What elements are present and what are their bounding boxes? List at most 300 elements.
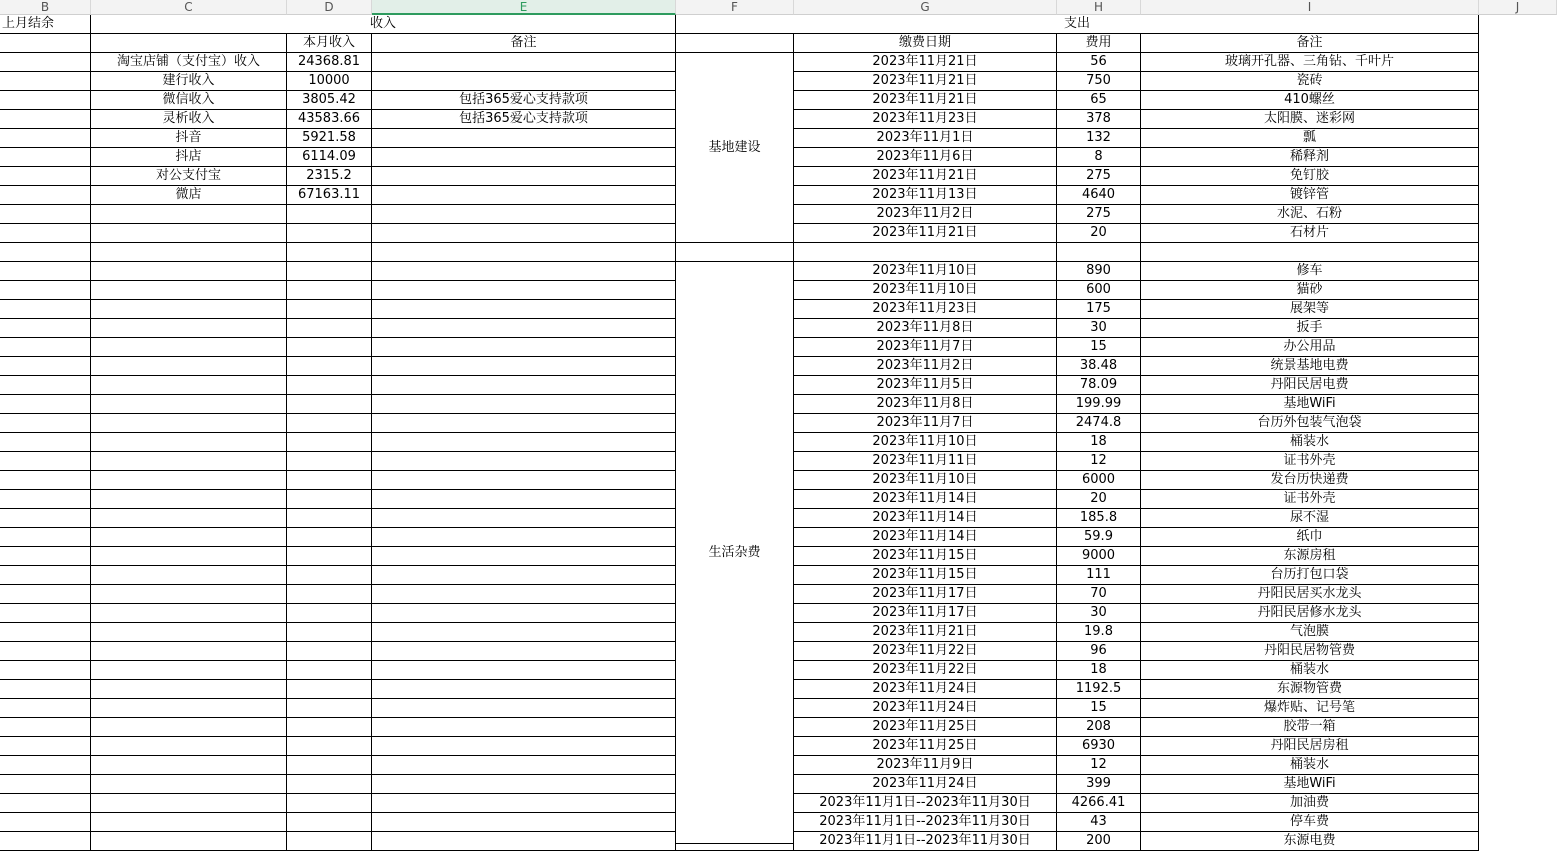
cell-empty[interactable] xyxy=(91,604,287,623)
category-living-expenses[interactable]: 生活杂费 xyxy=(676,262,794,844)
cell-empty[interactable] xyxy=(372,376,676,395)
cell-empty[interactable] xyxy=(0,338,91,357)
expense-note-cell[interactable]: 丹阳民居电费 xyxy=(1141,376,1479,395)
expense-fee-cell[interactable]: 18 xyxy=(1057,661,1141,680)
cell-empty[interactable] xyxy=(0,661,91,680)
cell-empty[interactable] xyxy=(372,395,676,414)
cell-empty[interactable] xyxy=(287,642,372,661)
cell-empty[interactable] xyxy=(287,775,372,794)
expense-date-cell[interactable]: 2023年11月25日 xyxy=(794,718,1057,737)
cell-empty[interactable] xyxy=(287,623,372,642)
expense-note-cell[interactable]: 石材片 xyxy=(1141,224,1479,243)
expense-date-cell[interactable]: 2023年11月5日 xyxy=(794,376,1057,395)
cell-empty[interactable] xyxy=(372,243,676,262)
expense-date-cell[interactable]: 2023年11月24日 xyxy=(794,775,1057,794)
cell-empty[interactable] xyxy=(91,794,287,813)
expense-date-cell[interactable]: 2023年11月14日 xyxy=(794,490,1057,509)
cell-empty[interactable] xyxy=(91,623,287,642)
expense-date-cell[interactable]: 2023年11月10日 xyxy=(794,433,1057,452)
cell-empty[interactable] xyxy=(0,148,91,167)
expense-fee-cell[interactable]: 18 xyxy=(1057,433,1141,452)
column-header-b[interactable]: B xyxy=(0,0,91,15)
expense-note-cell[interactable]: 丹阳民居房租 xyxy=(1141,737,1479,756)
cell-empty[interactable] xyxy=(372,509,676,528)
cell-empty[interactable] xyxy=(91,452,287,471)
expense-date-cell[interactable]: 2023年11月10日 xyxy=(794,262,1057,281)
cell-empty[interactable] xyxy=(91,205,287,224)
cell-empty[interactable] xyxy=(0,642,91,661)
income-source-cell[interactable]: 抖店 xyxy=(91,148,287,167)
cell-empty[interactable] xyxy=(0,718,91,737)
cell-empty[interactable] xyxy=(372,300,676,319)
expense-date-cell[interactable]: 2023年11月8日 xyxy=(794,395,1057,414)
expense-fee-cell[interactable]: 15 xyxy=(1057,338,1141,357)
income-note-cell[interactable]: 包括365爱心支持款项 xyxy=(372,110,676,129)
expense-fee-cell[interactable]: 15 xyxy=(1057,699,1141,718)
cell-empty[interactable] xyxy=(0,547,91,566)
expense-fee-cell[interactable]: 6000 xyxy=(1057,471,1141,490)
cell-empty[interactable] xyxy=(0,300,91,319)
cell-empty[interactable] xyxy=(372,490,676,509)
expense-note-cell[interactable]: 玻璃开孔器、三角钻、千叶片 xyxy=(1141,53,1479,72)
income-source-cell[interactable]: 抖音 xyxy=(91,129,287,148)
expense-fee-cell[interactable]: 199.99 xyxy=(1057,395,1141,414)
expense-date-cell[interactable]: 2023年11月21日 xyxy=(794,623,1057,642)
cell-empty[interactable] xyxy=(372,623,676,642)
cell-empty[interactable] xyxy=(287,756,372,775)
cell-empty[interactable] xyxy=(0,243,91,262)
cell-empty[interactable] xyxy=(372,718,676,737)
column-header-f[interactable]: F xyxy=(676,0,794,15)
cell-empty[interactable] xyxy=(0,376,91,395)
expense-fee-cell[interactable]: 59.9 xyxy=(1057,528,1141,547)
cell-empty[interactable] xyxy=(372,756,676,775)
expense-fee-cell[interactable]: 20 xyxy=(1057,490,1141,509)
expense-fee-cell[interactable]: 70 xyxy=(1057,585,1141,604)
expense-fee-cell[interactable]: 12 xyxy=(1057,756,1141,775)
expense-date-cell[interactable]: 2023年11月17日 xyxy=(794,604,1057,623)
cell-empty[interactable] xyxy=(676,34,794,53)
expense-note-cell[interactable]: 410螺丝 xyxy=(1141,91,1479,110)
cell-empty[interactable] xyxy=(287,794,372,813)
expense-fee-cell[interactable]: 132 xyxy=(1057,129,1141,148)
income-note-cell[interactable] xyxy=(372,167,676,186)
cell-empty[interactable] xyxy=(0,167,91,186)
cell-empty[interactable] xyxy=(91,319,287,338)
cell-empty[interactable] xyxy=(0,281,91,300)
cell-empty[interactable] xyxy=(0,357,91,376)
cell-empty[interactable] xyxy=(287,224,372,243)
expense-date-cell[interactable]: 2023年11月7日 xyxy=(794,414,1057,433)
expense-note-cell[interactable]: 瓢 xyxy=(1141,129,1479,148)
expense-note-cell[interactable]: 爆炸贴、记号笔 xyxy=(1141,699,1479,718)
cell-empty[interactable] xyxy=(0,794,91,813)
cell-empty[interactable] xyxy=(287,281,372,300)
expense-date-cell[interactable]: 2023年11月15日 xyxy=(794,547,1057,566)
expense-fee-cell[interactable]: 12 xyxy=(1057,452,1141,471)
cell-empty[interactable] xyxy=(0,205,91,224)
expense-note-cell[interactable]: 扳手 xyxy=(1141,319,1479,338)
cell-empty[interactable] xyxy=(0,129,91,148)
income-note-cell[interactable] xyxy=(372,186,676,205)
cell-empty[interactable] xyxy=(287,490,372,509)
category-base-construction[interactable]: 基地建设 xyxy=(676,53,794,243)
income-amount-cell[interactable]: 24368.81 xyxy=(287,53,372,72)
cell-empty[interactable] xyxy=(0,756,91,775)
column-header-e[interactable]: E xyxy=(372,0,676,15)
expense-note-cell[interactable]: 丹阳民居买水龙头 xyxy=(1141,585,1479,604)
expense-fee-cell[interactable]: 8 xyxy=(1057,148,1141,167)
expense-fee-cell[interactable]: 2474.8 xyxy=(1057,414,1141,433)
cell-empty[interactable] xyxy=(0,623,91,642)
expense-fee-cell[interactable]: 275 xyxy=(1057,167,1141,186)
expense-note-cell[interactable]: 基地WiFi xyxy=(1141,775,1479,794)
expense-fee-cell[interactable]: 890 xyxy=(1057,262,1141,281)
cell-empty[interactable] xyxy=(372,832,676,851)
expense-date-cell[interactable]: 2023年11月8日 xyxy=(794,319,1057,338)
expense-fee-cell[interactable]: 78.09 xyxy=(1057,376,1141,395)
expense-note-cell[interactable]: 修车 xyxy=(1141,262,1479,281)
expense-note-cell[interactable]: 镀锌管 xyxy=(1141,186,1479,205)
expense-note-cell[interactable]: 免钉胶 xyxy=(1141,167,1479,186)
expense-fee-cell[interactable]: 208 xyxy=(1057,718,1141,737)
expense-fee-cell[interactable]: 200 xyxy=(1057,832,1141,851)
cell-empty[interactable] xyxy=(287,243,372,262)
income-source-cell[interactable]: 淘宝店铺（支付宝）收入 xyxy=(91,53,287,72)
income-note-cell[interactable] xyxy=(372,72,676,91)
cell-empty[interactable] xyxy=(372,319,676,338)
income-source-cell[interactable]: 对公支付宝 xyxy=(91,167,287,186)
cell-empty[interactable] xyxy=(287,699,372,718)
cell-empty[interactable] xyxy=(372,224,676,243)
cell-empty[interactable] xyxy=(0,72,91,91)
expense-fee-cell[interactable]: 56 xyxy=(1057,53,1141,72)
expense-date-cell[interactable]: 2023年11月6日 xyxy=(794,148,1057,167)
expense-fee-cell[interactable]: 4640 xyxy=(1057,186,1141,205)
expense-fee-cell[interactable]: 30 xyxy=(1057,319,1141,338)
expense-note-cell[interactable]: 办公用品 xyxy=(1141,338,1479,357)
cell-empty[interactable] xyxy=(372,604,676,623)
cell-empty[interactable] xyxy=(372,642,676,661)
expense-date-cell[interactable]: 2023年11月1日--2023年11月30日 xyxy=(794,794,1057,813)
cell-empty[interactable] xyxy=(372,547,676,566)
cell-empty[interactable] xyxy=(91,262,287,281)
expense-note-cell[interactable]: 桶装水 xyxy=(1141,661,1479,680)
cell-empty[interactable] xyxy=(287,471,372,490)
column-header-h[interactable]: H xyxy=(1057,0,1141,15)
expense-date-cell[interactable]: 2023年11月2日 xyxy=(794,357,1057,376)
cell-empty[interactable] xyxy=(0,433,91,452)
cell-empty[interactable] xyxy=(287,661,372,680)
expense-date-cell[interactable]: 2023年11月21日 xyxy=(794,91,1057,110)
expense-note-cell[interactable]: 东源物管费 xyxy=(1141,680,1479,699)
income-amount-cell[interactable]: 2315.2 xyxy=(287,167,372,186)
cell-empty[interactable] xyxy=(91,490,287,509)
expense-fee-cell[interactable]: 275 xyxy=(1057,205,1141,224)
cell-empty[interactable] xyxy=(91,34,287,53)
cell-empty[interactable] xyxy=(0,490,91,509)
cell-empty[interactable] xyxy=(91,718,287,737)
expense-note-cell[interactable]: 基地WiFi xyxy=(1141,395,1479,414)
income-source-cell[interactable]: 建行收入 xyxy=(91,72,287,91)
cell-empty[interactable] xyxy=(91,680,287,699)
expense-note-cell[interactable]: 桶装水 xyxy=(1141,433,1479,452)
cell-empty[interactable] xyxy=(287,357,372,376)
expense-date-cell[interactable]: 2023年11月23日 xyxy=(794,300,1057,319)
income-title[interactable]: 收入 xyxy=(91,15,676,34)
expense-note-cell[interactable]: 稀释剂 xyxy=(1141,148,1479,167)
cell-empty[interactable] xyxy=(287,433,372,452)
expense-date-cell[interactable]: 2023年11月23日 xyxy=(794,110,1057,129)
expense-note-cell[interactable]: 太阳膜、迷彩网 xyxy=(1141,110,1479,129)
column-header-g[interactable]: G xyxy=(794,0,1057,15)
income-note-cell[interactable]: 包括365爱心支持款项 xyxy=(372,91,676,110)
expense-note-cell[interactable]: 瓷砖 xyxy=(1141,72,1479,91)
income-amount-cell[interactable]: 5921.58 xyxy=(287,129,372,148)
cell-empty[interactable] xyxy=(91,357,287,376)
cell-empty[interactable] xyxy=(287,300,372,319)
income-amount-header[interactable]: 本月收入 xyxy=(287,34,372,53)
cell-empty[interactable] xyxy=(91,547,287,566)
expense-date-cell[interactable]: 2023年11月25日 xyxy=(794,737,1057,756)
expense-date-cell[interactable]: 2023年11月21日 xyxy=(794,72,1057,91)
expense-note-cell[interactable]: 桶装水 xyxy=(1141,756,1479,775)
cell-empty[interactable] xyxy=(287,376,372,395)
cell-empty[interactable] xyxy=(0,319,91,338)
cell-empty[interactable] xyxy=(0,395,91,414)
expense-date-cell[interactable]: 2023年11月17日 xyxy=(794,585,1057,604)
cell-empty[interactable] xyxy=(0,262,91,281)
cell-empty[interactable] xyxy=(287,566,372,585)
cell-empty[interactable] xyxy=(0,813,91,832)
cell-empty[interactable] xyxy=(372,680,676,699)
expense-note-header[interactable]: 备注 xyxy=(1141,34,1479,53)
cell-empty[interactable] xyxy=(287,680,372,699)
expense-fee-cell[interactable]: 378 xyxy=(1057,110,1141,129)
cell-empty[interactable] xyxy=(91,661,287,680)
expense-fee-cell[interactable]: 43 xyxy=(1057,813,1141,832)
expense-fee-cell[interactable]: 1192.5 xyxy=(1057,680,1141,699)
expense-fee-cell[interactable]: 399 xyxy=(1057,775,1141,794)
cell-empty[interactable] xyxy=(91,509,287,528)
cell-empty[interactable] xyxy=(91,300,287,319)
expense-note-cell[interactable]: 丹阳民居修水龙头 xyxy=(1141,604,1479,623)
cell-empty[interactable] xyxy=(91,224,287,243)
expense-note-cell[interactable]: 水泥、石粉 xyxy=(1141,205,1479,224)
expense-date-cell[interactable]: 2023年11月2日 xyxy=(794,205,1057,224)
income-note-cell[interactable] xyxy=(372,53,676,72)
column-header-j[interactable]: J xyxy=(1479,0,1557,15)
cell-empty[interactable] xyxy=(372,794,676,813)
income-amount-cell[interactable]: 6114.09 xyxy=(287,148,372,167)
cell-empty[interactable] xyxy=(287,604,372,623)
expense-fee-cell[interactable]: 9000 xyxy=(1057,547,1141,566)
cell-empty[interactable] xyxy=(0,566,91,585)
expense-date-cell[interactable]: 2023年11月9日 xyxy=(794,756,1057,775)
cell-empty[interactable] xyxy=(0,528,91,547)
income-note-header[interactable]: 备注 xyxy=(372,34,676,53)
expense-date-cell[interactable]: 2023年11月22日 xyxy=(794,661,1057,680)
expense-note-cell[interactable]: 展架等 xyxy=(1141,300,1479,319)
cell-empty[interactable] xyxy=(287,547,372,566)
cell-empty[interactable] xyxy=(372,813,676,832)
cell-empty[interactable] xyxy=(0,471,91,490)
cell-empty[interactable] xyxy=(0,34,91,53)
cell-empty[interactable] xyxy=(372,414,676,433)
expense-note-cell[interactable]: 纸巾 xyxy=(1141,528,1479,547)
expense-fee-cell[interactable]: 750 xyxy=(1057,72,1141,91)
cell-empty[interactable] xyxy=(91,338,287,357)
expense-fee-cell[interactable]: 185.8 xyxy=(1057,509,1141,528)
cell-empty[interactable] xyxy=(91,566,287,585)
expense-fee-cell[interactable]: 96 xyxy=(1057,642,1141,661)
cell-empty[interactable] xyxy=(372,775,676,794)
expense-fee-cell[interactable]: 175 xyxy=(1057,300,1141,319)
expense-date-cell[interactable]: 2023年11月1日--2023年11月30日 xyxy=(794,813,1057,832)
expense-fee-cell[interactable]: 65 xyxy=(1057,91,1141,110)
cell-empty[interactable] xyxy=(91,832,287,851)
cell-empty[interactable] xyxy=(91,376,287,395)
cell-empty[interactable] xyxy=(91,471,287,490)
expense-note-cell[interactable]: 发台历快递费 xyxy=(1141,471,1479,490)
income-amount-cell[interactable]: 67163.11 xyxy=(287,186,372,205)
expense-note-cell[interactable]: 加油费 xyxy=(1141,794,1479,813)
cell-empty[interactable] xyxy=(0,110,91,129)
cell-empty[interactable] xyxy=(287,319,372,338)
income-source-cell[interactable]: 灵析收入 xyxy=(91,110,287,129)
expense-date-cell[interactable]: 2023年11月13日 xyxy=(794,186,1057,205)
expense-note-cell[interactable]: 台历外包装气泡袋 xyxy=(1141,414,1479,433)
expense-fee-cell[interactable]: 30 xyxy=(1057,604,1141,623)
cell-empty[interactable] xyxy=(0,680,91,699)
cell-empty[interactable] xyxy=(372,566,676,585)
expense-date-cell[interactable]: 2023年11月14日 xyxy=(794,509,1057,528)
cell-empty[interactable] xyxy=(0,737,91,756)
cell-empty[interactable] xyxy=(287,452,372,471)
cell-empty[interactable] xyxy=(91,737,287,756)
expense-note-cell[interactable]: 丹阳民居物管费 xyxy=(1141,642,1479,661)
cell-empty[interactable] xyxy=(0,91,91,110)
cell-empty[interactable] xyxy=(287,737,372,756)
income-source-cell[interactable]: 微信收入 xyxy=(91,91,287,110)
cell-empty[interactable] xyxy=(0,775,91,794)
cell-empty[interactable] xyxy=(372,452,676,471)
cell-empty[interactable] xyxy=(287,262,372,281)
expense-date-cell[interactable]: 2023年11月15日 xyxy=(794,566,1057,585)
income-amount-cell[interactable]: 3805.42 xyxy=(287,91,372,110)
cell-empty[interactable] xyxy=(372,528,676,547)
income-amount-cell[interactable]: 43583.66 xyxy=(287,110,372,129)
cell-empty[interactable] xyxy=(372,471,676,490)
expense-fee-cell[interactable]: 111 xyxy=(1057,566,1141,585)
cell-empty[interactable] xyxy=(91,281,287,300)
cell-empty[interactable] xyxy=(91,585,287,604)
column-header-c[interactable]: C xyxy=(91,0,287,15)
cell-empty[interactable] xyxy=(287,528,372,547)
expense-note-cell[interactable]: 东源电费 xyxy=(1141,832,1479,851)
expense-fee-header[interactable]: 费用 xyxy=(1057,34,1141,53)
cell-empty[interactable] xyxy=(0,186,91,205)
cell-empty[interactable] xyxy=(91,395,287,414)
expense-date-cell[interactable]: 2023年11月7日 xyxy=(794,338,1057,357)
cell-empty[interactable] xyxy=(372,699,676,718)
cell-empty[interactable] xyxy=(91,756,287,775)
expense-date-cell[interactable]: 2023年11月21日 xyxy=(794,53,1057,72)
cell-last-month-balance[interactable]: 上月结余 xyxy=(0,15,91,34)
column-header-d[interactable]: D xyxy=(287,0,372,15)
expense-note-cell[interactable]: 气泡膜 xyxy=(1141,623,1479,642)
expense-fee-cell[interactable]: 20 xyxy=(1057,224,1141,243)
cell-empty[interactable] xyxy=(0,224,91,243)
expense-fee-cell[interactable]: 19.8 xyxy=(1057,623,1141,642)
cell-empty[interactable] xyxy=(287,813,372,832)
cell-empty[interactable] xyxy=(372,585,676,604)
expense-note-cell[interactable]: 尿不湿 xyxy=(1141,509,1479,528)
expense-date-cell[interactable]: 2023年11月1日--2023年11月30日 xyxy=(794,832,1057,851)
cell-empty[interactable] xyxy=(287,832,372,851)
cell-empty[interactable] xyxy=(372,661,676,680)
cell-empty[interactable] xyxy=(0,509,91,528)
expense-date-cell[interactable]: 2023年11月10日 xyxy=(794,281,1057,300)
income-note-cell[interactable] xyxy=(372,129,676,148)
cell-empty[interactable] xyxy=(91,699,287,718)
cell-empty[interactable] xyxy=(91,433,287,452)
income-source-cell[interactable]: 微店 xyxy=(91,186,287,205)
expense-date-cell[interactable]: 2023年11月14日 xyxy=(794,528,1057,547)
cell-empty[interactable] xyxy=(91,528,287,547)
expense-date-header[interactable]: 缴费日期 xyxy=(794,34,1057,53)
cell-empty[interactable] xyxy=(287,414,372,433)
expense-date-cell[interactable]: 2023年11月24日 xyxy=(794,680,1057,699)
cell-empty[interactable] xyxy=(91,642,287,661)
expense-title[interactable]: 支出 xyxy=(676,15,1479,34)
cell-empty[interactable] xyxy=(372,205,676,224)
cell-empty[interactable] xyxy=(287,585,372,604)
expense-fee-cell[interactable]: 4266.41 xyxy=(1057,794,1141,813)
income-note-cell[interactable] xyxy=(372,148,676,167)
cell-empty[interactable] xyxy=(0,604,91,623)
cell-empty[interactable] xyxy=(372,262,676,281)
income-amount-cell[interactable]: 10000 xyxy=(287,72,372,91)
expense-fee-cell[interactable]: 6930 xyxy=(1057,737,1141,756)
cell-empty[interactable] xyxy=(287,338,372,357)
expense-note-cell[interactable]: 停车费 xyxy=(1141,813,1479,832)
expense-note-cell[interactable]: 证书外壳 xyxy=(1141,452,1479,471)
cell-empty[interactable] xyxy=(287,395,372,414)
column-header-i[interactable]: I xyxy=(1141,0,1479,15)
cell-empty[interactable] xyxy=(91,243,287,262)
cell-empty[interactable] xyxy=(372,737,676,756)
cell-empty[interactable] xyxy=(0,699,91,718)
cell-empty[interactable] xyxy=(0,832,91,851)
expense-date-cell[interactable]: 2023年11月10日 xyxy=(794,471,1057,490)
expense-note-cell[interactable]: 猫砂 xyxy=(1141,281,1479,300)
cell-empty[interactable] xyxy=(287,205,372,224)
expense-date-cell[interactable]: 2023年11月21日 xyxy=(794,167,1057,186)
cell-empty[interactable] xyxy=(91,775,287,794)
cell-empty[interactable] xyxy=(372,281,676,300)
cell-empty[interactable] xyxy=(287,718,372,737)
cell-empty[interactable] xyxy=(0,585,91,604)
expense-date-cell[interactable]: 2023年11月11日 xyxy=(794,452,1057,471)
expense-date-cell[interactable]: 2023年11月1日 xyxy=(794,129,1057,148)
cell-empty[interactable] xyxy=(372,433,676,452)
expense-fee-cell[interactable]: 38.48 xyxy=(1057,357,1141,376)
cell-empty[interactable] xyxy=(372,357,676,376)
expense-date-cell[interactable]: 2023年11月21日 xyxy=(794,224,1057,243)
expense-note-cell[interactable]: 统景基地电费 xyxy=(1141,357,1479,376)
expense-note-cell[interactable]: 证书外壳 xyxy=(1141,490,1479,509)
